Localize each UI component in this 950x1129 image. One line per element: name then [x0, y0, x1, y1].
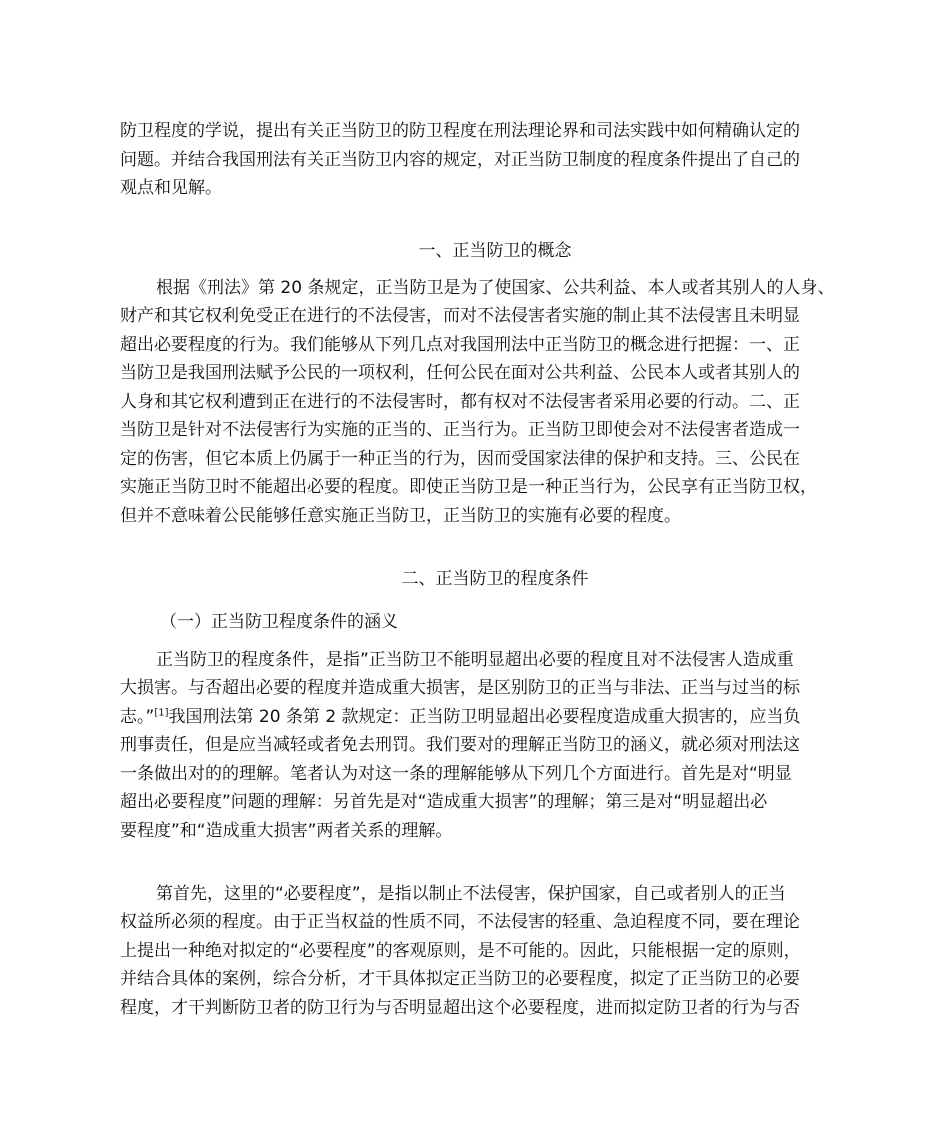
paragraph-line: 并结合具体的案例，综合分析，才干具体拟定正当防卫的必要程度，拟定了正当防卫的必要 [120, 969, 800, 989]
paragraph-line: 一条做出对的的理解。笔者认为对这一条的理解能够从下列几个方面进行。首先是对“明显 [120, 764, 792, 784]
paragraph-line: 但并不意味着公民能够任意实施正当防卫，正当防卫的实施有必要的程度。 [120, 506, 681, 526]
paragraph-line: 财产和其它权利免受正在进行的不法侵害，而对不法侵害者实施的制止其不法侵害且未明显 [120, 306, 800, 326]
paragraph-line: 权益所必须的程度。由于正当权益的性质不同，不法侵害的轻重、急迫程度不同，要在理论 [120, 912, 800, 932]
subsection-heading: （一）正当防卫程度条件的涵义 [160, 612, 398, 632]
paragraph-line: 程度，才干判断防卫者的防卫行为与否明显超出这个必要程度，进而拟定防卫者的行为与否 [120, 998, 800, 1018]
paragraph-line: 第首先，这里的“必要程度”，是指以制止不法侵害，保护国家，自己或者别人的正当 [156, 884, 786, 904]
paragraph-line: 刑事责任，但是应当减轻或者免去刑罚。我们要对的理解正当防卫的涵义，就必须对刑法这 [120, 735, 800, 755]
intro-line: 问题。并结合我国刑法有关正当防卫内容的规定，对正当防卫制度的程度条件提出了自己的 [120, 150, 800, 170]
paragraph-line: 正当防卫的程度条件，是指”正当防卫不能明显超出必要的程度且对不法侵害人造成重 [156, 650, 794, 670]
intro-line: 防卫程度的学说，提出有关正当防卫的防卫程度在刑法理论界和司法实践中如何精确认定的 [120, 121, 800, 141]
paragraph-line: 实施正当防卫时不能超出必要的程度。即使正当防卫是一种正当行为，公民享有正当防卫权， [120, 477, 817, 497]
footnote-reference[interactable]: [1] [154, 707, 169, 719]
paragraph-line: 要程度”和“造成重大损害”两者关系的理解。 [120, 821, 453, 841]
paragraph-text: 我国刑法第 20 条第 2 款规定：正当防卫明显超出必要程度造成重大损害的，应当负 [168, 707, 801, 727]
paragraph-line: 上提出一种绝对拟定的“必要程度”的客观原则，是不可能的。因此，只能根据一定的原则， [120, 941, 801, 961]
paragraph-line: 人身和其它权利遭到正在进行的不法侵害时，都有权对不法侵害者采用必要的行动。二、正 [120, 392, 800, 412]
intro-line: 观点和见解。 [120, 178, 222, 198]
paragraph-line: 超出必要程度的行为。我们能够从下列几点对我国刑法中正当防卫的概念进行把握：一、正 [120, 335, 800, 355]
paragraph-line: 当防卫是针对不法侵害行为实施的正当的、正当行为。正当防卫即使会对不法侵害者造成一 [120, 420, 800, 440]
paragraph-text: 志。” [120, 707, 155, 727]
paragraph-line [120, 707, 860, 727]
paragraph-line: 当防卫是我国刑法赋予公民的一项权利，任何公民在面对公共利益、公民本人或者其别人的 [120, 363, 800, 383]
paragraph-line: 大损害。与否超出必要的程度并造成重大损害，是区别防卫的正当与非法、正当与过当的标 [120, 678, 800, 698]
section-heading: 一、正当防卫的概念 [418, 241, 572, 261]
paragraph-line: 根据《刑法》第 20 条规定，正当防卫是为了使国家、公共利益、本人或者其别人的人身、 [156, 278, 835, 298]
paragraph-line: 定的伤害，但它本质上仍属于一种正当的行为，因而受国家法律的保护和支持。三、公民在 [120, 449, 800, 469]
paragraph-line: 超出必要程度”问题的理解：另首先是对“造成重大损害”的理解；第三是对“明显超出必 [120, 792, 768, 812]
section-heading: 二、正当防卫的程度条件 [401, 569, 589, 589]
